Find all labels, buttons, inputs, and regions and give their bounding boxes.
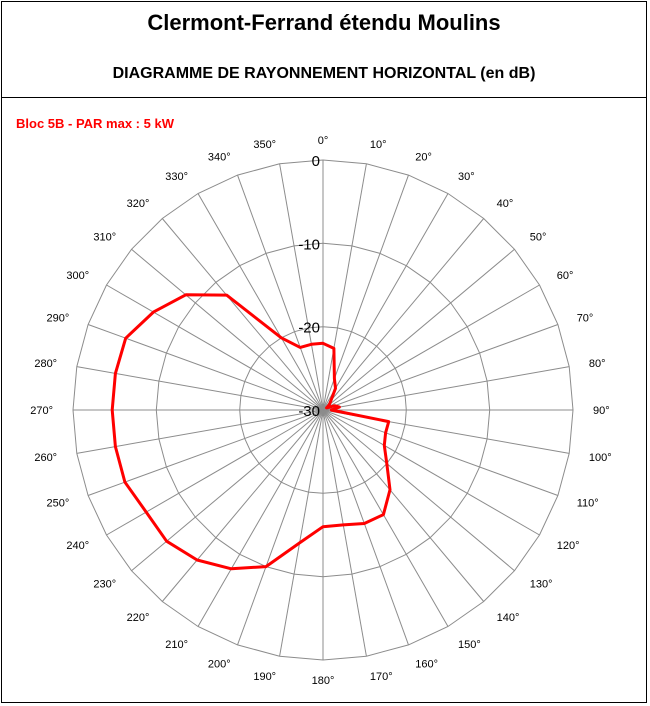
angle-label-310: 310°: [93, 231, 117, 244]
radial-label-0: 0: [311, 153, 320, 170]
angle-label-220: 220°: [126, 611, 150, 624]
angle-label-290: 290°: [46, 312, 70, 325]
angle-label-250: 250°: [46, 497, 70, 510]
angle-label-170: 170°: [369, 670, 393, 683]
angle-label-180: 180°: [311, 675, 335, 687]
angle-label-40: 40°: [496, 198, 514, 211]
angle-label-160: 160°: [415, 658, 439, 671]
angle-label-90: 90°: [593, 405, 610, 417]
angle-label-70: 70°: [576, 312, 594, 325]
chart-subtitle: DIAGRAMME DE RAYONNEMENT HORIZONTAL (en dB): [112, 65, 536, 82]
angle-label-280: 280°: [34, 358, 58, 371]
series-label: Bloc 5B - PAR max : 5 kW: [16, 116, 174, 131]
polar-grid: [73, 160, 573, 660]
angle-label-300: 300°: [66, 270, 90, 282]
angle-label-230: 230°: [93, 578, 117, 591]
angle-label-240: 240°: [66, 540, 90, 552]
angle-label-100: 100°: [588, 451, 612, 464]
angle-label-20: 20°: [415, 151, 432, 164]
angle-label-50: 50°: [529, 231, 547, 244]
angle-label-10: 10°: [369, 139, 387, 152]
angle-label-200: 200°: [207, 658, 231, 671]
radial-label--20: -20: [298, 319, 320, 337]
angle-label-350: 350°: [253, 139, 277, 152]
angle-label-110: 110°: [576, 497, 599, 510]
radial-label--30: -30: [298, 403, 320, 420]
angle-label-30: 30°: [458, 171, 475, 184]
angle-label-120: 120°: [556, 540, 580, 552]
angle-label-0: 0°: [317, 135, 329, 147]
angle-label-60: 60°: [556, 270, 574, 282]
angle-label-190: 190°: [253, 670, 277, 683]
angle-label-130: 130°: [529, 578, 553, 591]
angle-label-80: 80°: [588, 358, 606, 371]
angle-label-340: 340°: [207, 151, 231, 164]
angle-label-330: 330°: [165, 171, 188, 184]
radial-label--10: -10: [298, 236, 320, 254]
angle-label-320: 320°: [126, 198, 150, 211]
angle-label-260: 260°: [34, 451, 58, 464]
angle-label-270: 270°: [30, 405, 53, 417]
angle-label-210: 210°: [165, 638, 188, 651]
angle-label-150: 150°: [458, 638, 481, 651]
angle-label-140: 140°: [496, 611, 520, 624]
chart-title: Clermont-Ferrand étendu Moulins: [147, 10, 501, 35]
